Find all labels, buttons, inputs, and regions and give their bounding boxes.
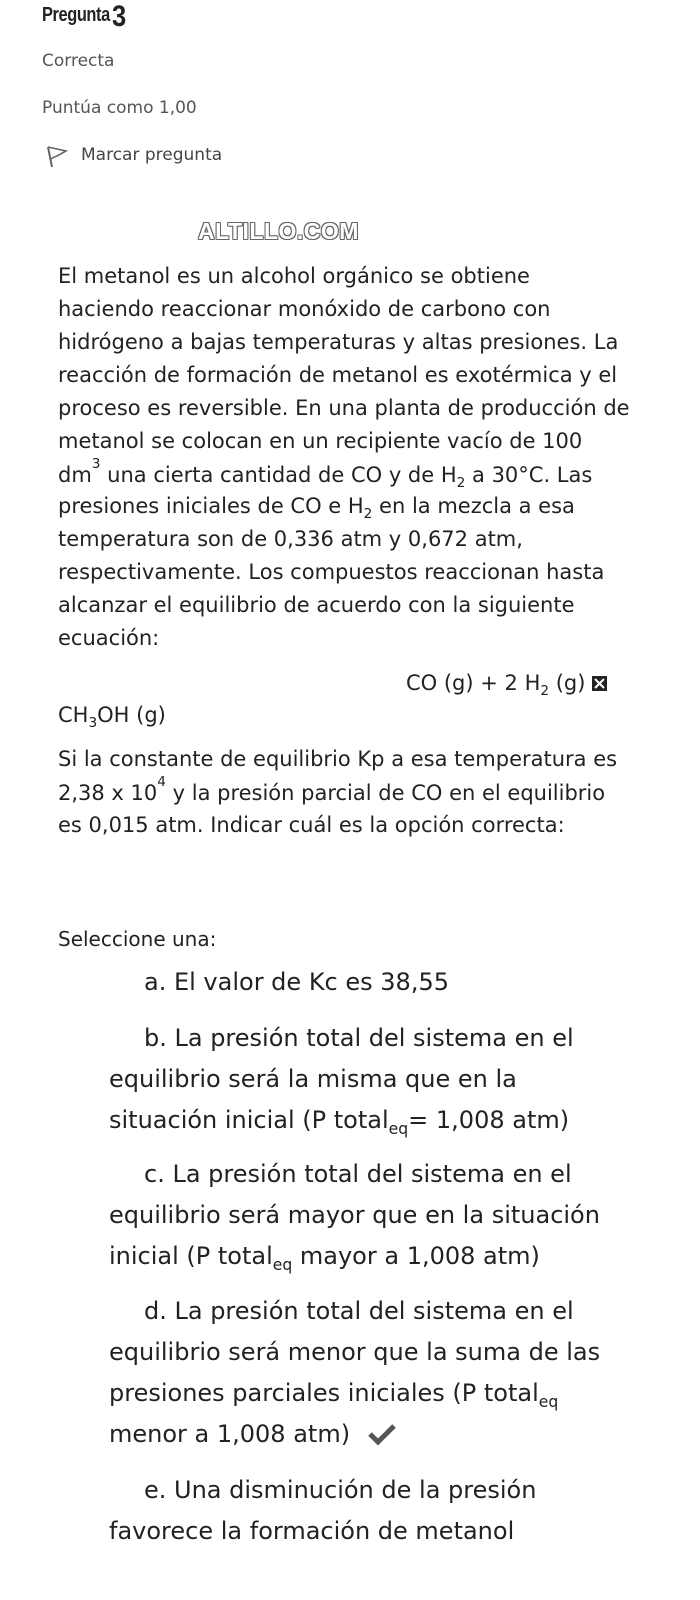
reaction-equation: CO (g) + 2 $H_2$ (g) xyxy=(406,673,607,699)
question-label: Pregunta xyxy=(42,4,110,26)
option-c-line[interactable]: inicial (P total$_{eq}$ mayor a 1,008 atm) xyxy=(109,1242,540,1274)
question-text-line: reacción de formación de metanol es exotérmica y el xyxy=(58,363,618,387)
question-text-line: $dm^3$ una cierta cantidad de CO y de $H_2$ a 30°C. Las xyxy=(58,456,593,492)
option-e-line[interactable]: favorece la formación de metanol xyxy=(109,1517,515,1545)
equilibrium-arrow-icon xyxy=(592,676,607,691)
question-text-line: temperatura son de 0,336 atm y 0,672 atm, xyxy=(58,527,523,551)
flag-icon[interactable] xyxy=(44,145,70,175)
option-b[interactable]: b. La presión total del sistema en el xyxy=(144,1024,574,1052)
option-d-line[interactable]: menor a 1,008 atm) xyxy=(109,1420,351,1448)
flag-question-link[interactable]: Marcar pregunta xyxy=(81,145,223,165)
question-text-line: es 0,015 atm. Indicar cuál es la opción correcta: xyxy=(58,813,565,837)
option-d-line[interactable]: presiones parciales iniciales (P total$_{eq}$ xyxy=(109,1379,559,1411)
question-text-line: hidrógeno a bajas temperaturas y altas presiones. La xyxy=(58,330,619,354)
option-c-line[interactable]: equilibrio será mayor que en la situación xyxy=(109,1201,600,1229)
question-text-line: respectivamente. Los compuestos reaccionan hasta xyxy=(58,560,605,584)
question-text-line: 2,38 x $10^4$ y la presión parcial de CO en el equilibrio xyxy=(58,774,606,805)
question-text-line: alcanzar el equilibrio de acuerdo con la siguiente xyxy=(58,593,575,617)
option-a[interactable]: a. El valor de Kc es 38,55 xyxy=(144,968,449,996)
question-text-line: proceso es reversible. En una planta de producción de xyxy=(58,396,630,420)
question-text-line: El metanol es un alcohol orgánico se obtiene xyxy=(58,264,530,288)
question-status: Correcta xyxy=(42,51,115,71)
option-c[interactable]: c. La presión total del sistema en el xyxy=(144,1160,572,1188)
option-e[interactable]: e. Una disminución de la presión xyxy=(144,1476,537,1504)
option-b-line[interactable]: situación inicial (P total$_{eq}$= 1,008 atm) xyxy=(109,1106,570,1138)
reaction-product: $CH_3OH$ (g) xyxy=(58,703,166,732)
option-d-line[interactable]: equilibrio será menor que la suma de las xyxy=(109,1338,601,1366)
option-b-line[interactable]: equilibrio será la misma que en la xyxy=(109,1065,517,1093)
question-header xyxy=(42,0,127,33)
question-number: 3 xyxy=(112,0,127,33)
question-score: Puntúa como 1,00 xyxy=(42,98,197,118)
watermark: ALTILLO.COM xyxy=(198,218,359,244)
select-one-label: Seleccione una: xyxy=(58,927,217,951)
question-text-line: Si la constante de equilibrio Kp a esa temperatura es xyxy=(58,747,618,771)
question-text-line: presiones iniciales de CO e $H_2$ en la mezcla a esa xyxy=(58,494,575,523)
question-text-line: haciendo reaccionar monóxido de carbono con xyxy=(58,297,551,321)
question-text-line: metanol se colocan en un recipiente vacío de 100 xyxy=(58,429,583,453)
option-d[interactable]: d. La presión total del sistema en el xyxy=(144,1297,574,1325)
question-text-line: ecuación: xyxy=(58,626,160,650)
checkmark-icon xyxy=(367,1421,397,1451)
